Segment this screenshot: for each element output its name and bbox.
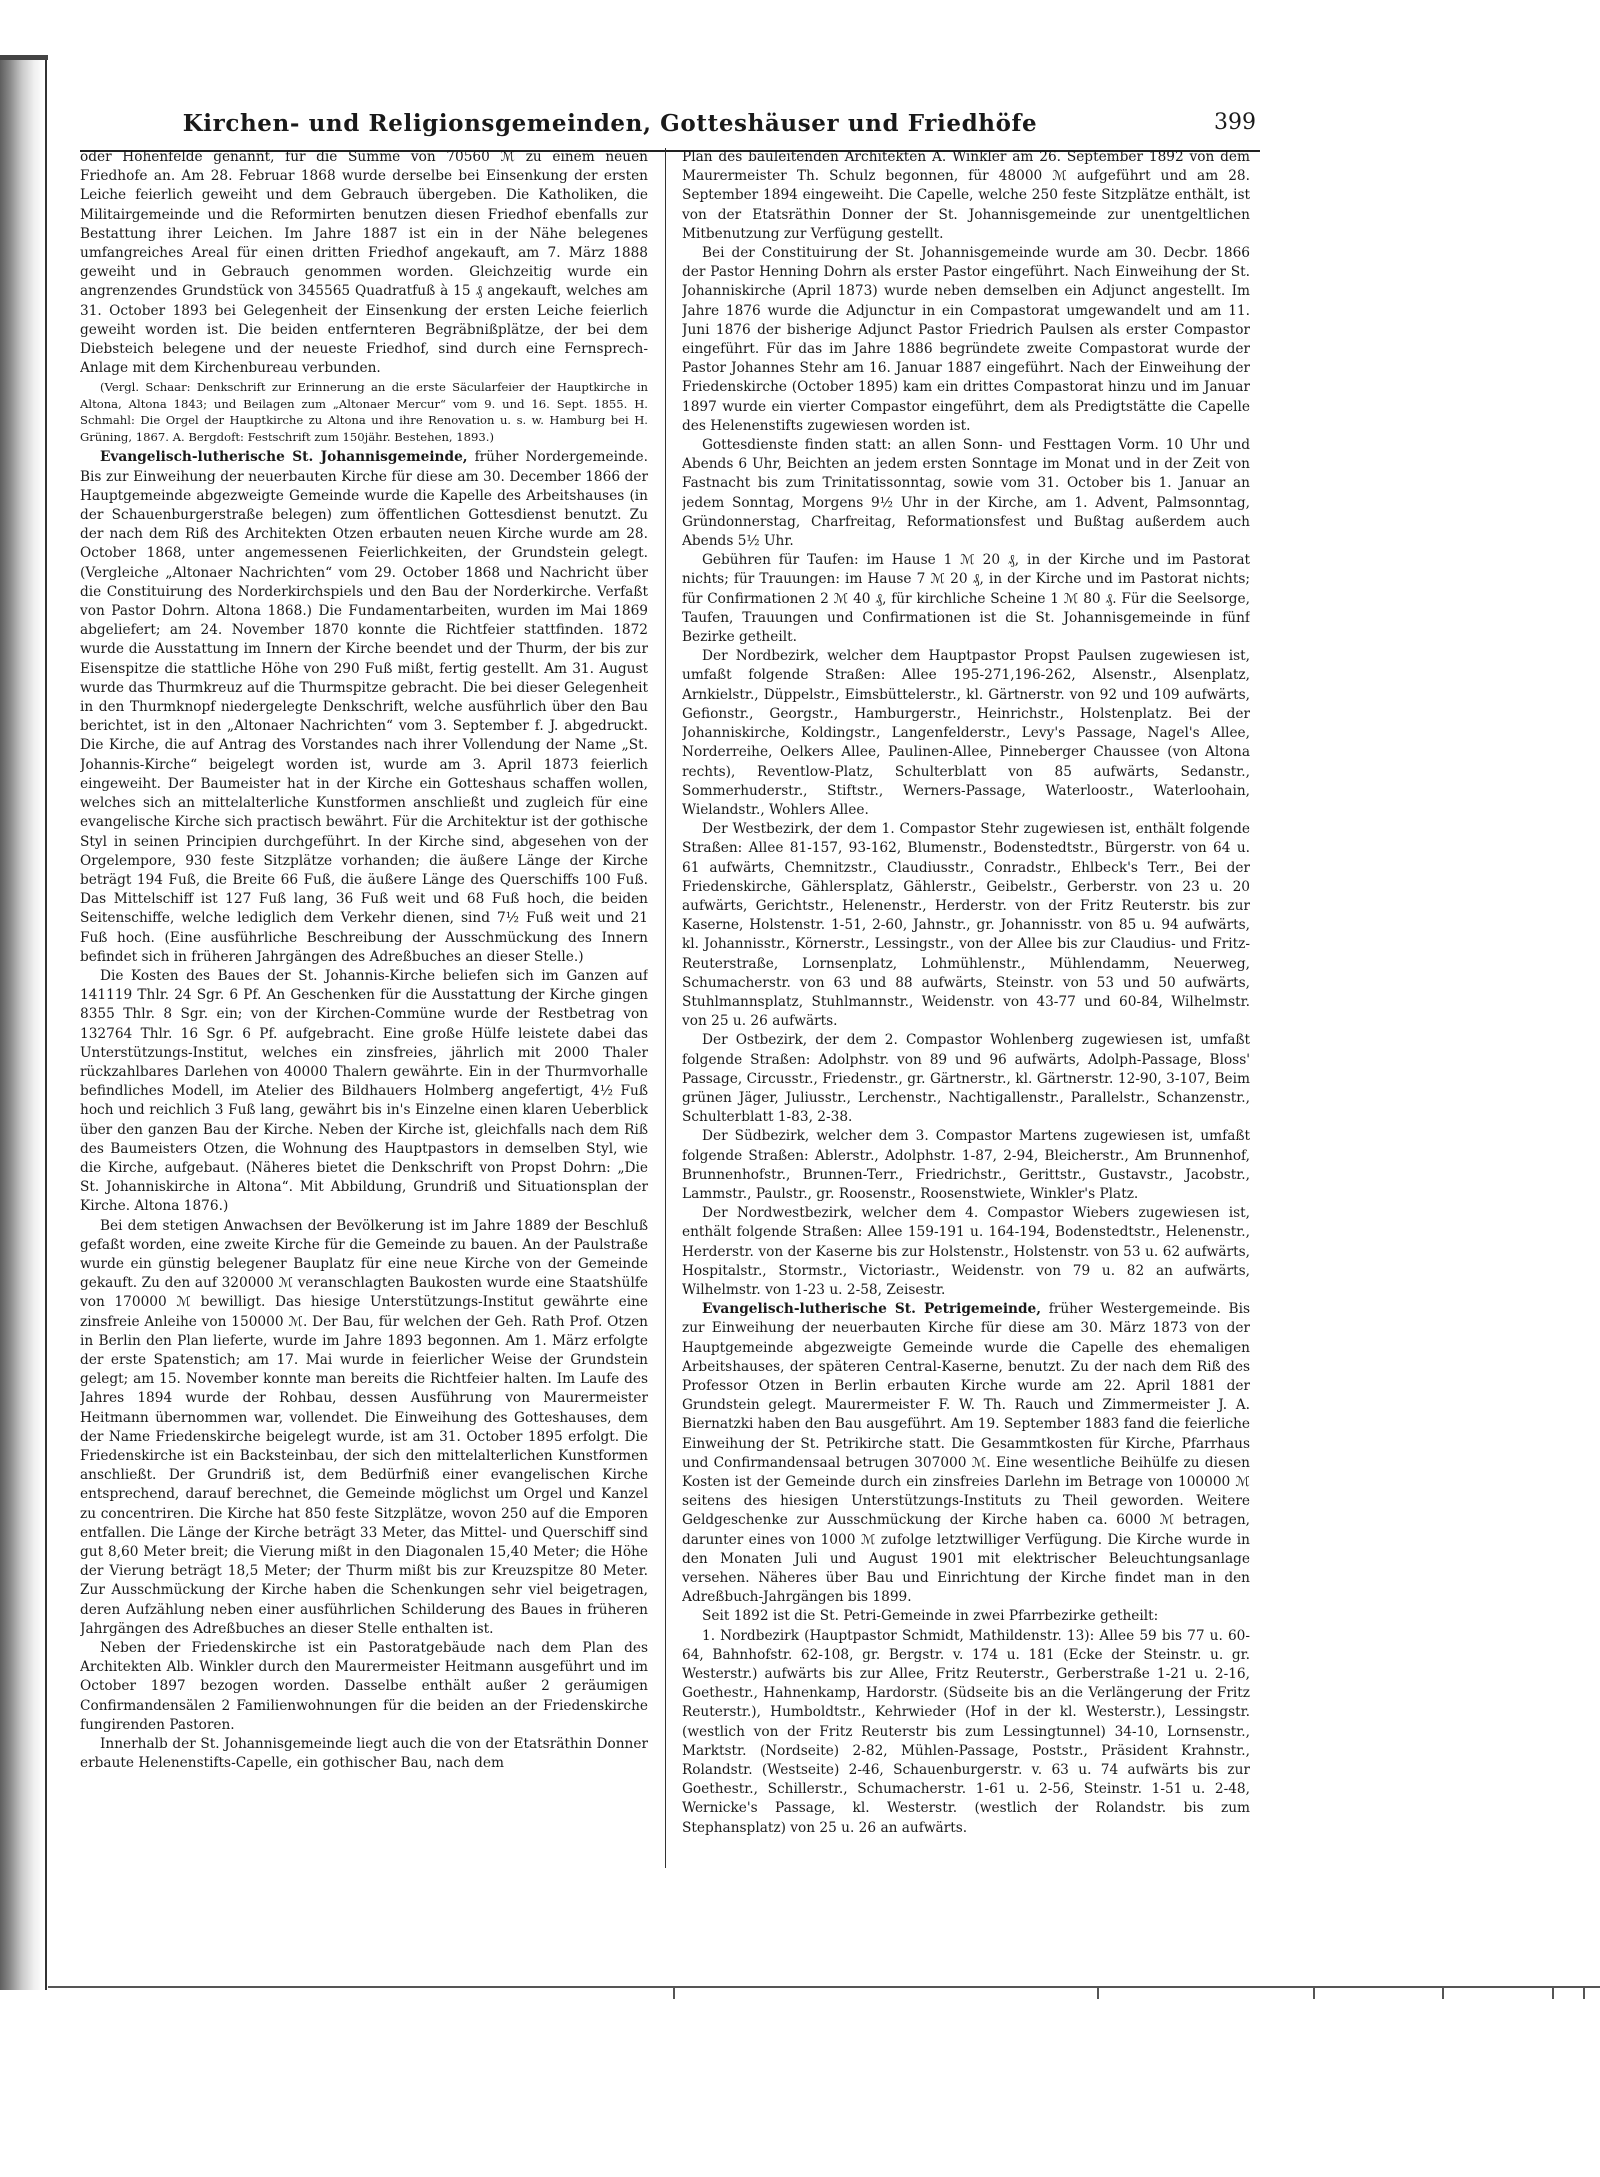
paragraph: Gottesdienste finden statt: an allen Sonn- und Festtagen Vorm. 10 Uhr und Abends 6 Uhr, Beichten an jedem ersten Sonntage im Monat und in der Zeit von Fastnacht bis zum Trinitatissonntag, sowie vom 31. October bis 1. Januar an jedem Sonntag, Morgens 9½ Uhr in der Kirche, am 1. Advent, Palmsonntag, Gründonnerstag, Charfreitag, Reformationsfest und Bußtag außerdem auch Abends 5½ Uhr.	[682, 437, 1250, 550]
left-column	[80, 148, 648, 1948]
running-header	[80, 110, 1260, 146]
section-heading: Evangelisch-lutherische St. Petrigemeinde,	[702, 1301, 1042, 1318]
paragraph-text: früher Westergemeinde. Bis zur Einweihung der neuerbauten Kirche für diese am 30. März 1873 von der Hauptgemeinde abgezweigte Gemeinde wurde die Capelle des ehemaligen Arbeitshauses, der späteren Central-Kaserne, benutzt. Zu der nach dem Riß des Professor Otzen in Berlin erbauten Kirche wurde am 22. April 1881 der Grundstein gelegt. Maurermeister F. W. Th. Rauch und Zimmermeister J. A. Biernatzki haben den Bau ausgeführt. Am 19. September 1883 fand die feierliche Einweihung der St. Petrikirche statt. Die Gesammtkosten für Kirche, Pfarrhaus und Confirmandensaal betrugen 307000 ℳ. Eine wesentliche Beihülfe zu diesen Kosten ist der Gemeinde durch ein zinsfreies Darlehn im Betrage von 100000 ℳ seitens des hiesigen Unterstützungs-Instituts zu Theil geworden. Weitere Geldgeschenke zur Ausschmückung der Kirche haben ca. 6000 ℳ betragen, darunter eines von 1000 ℳ zufolge letztwilliger Verfügung. Die Kirche wurde in den Monaten Juli und August 1901 mit elektrischer Beleuchtungsanlage versehen. Näheres über Bau und Einrichtung der Kirche findet man in den Adreßbuch-Jahrgängen bis 1899.	[682, 1301, 1250, 1606]
section-heading: Evangelisch-lutherische St. Johannisgemeinde,	[100, 449, 468, 466]
paragraph	[682, 1300, 1250, 1607]
paragraph: Der Nordwestbezirk, welcher dem 4. Compastor Wiebers zugewiesen ist, enthält folgende Straßen: Allee 159-191 u. 164-194, Bodenstedtstr., Helenenstr., Herderstr. von der Kaserne bis zur Holstenstr., Holstenstr. von 53 u. 62 aufwärts, Hospitalstr., Stormstr., Victoriastr., Weidenstr. von 79 u. 82 an aufwärts, Wilhelmstr. von 1-23 u. 2-58, Zeisestr.	[682, 1205, 1250, 1298]
scan-binding-line	[45, 55, 47, 1990]
scan-bottom-rule	[48, 1986, 1600, 1988]
scan-tick-mark	[673, 1988, 675, 1999]
scan-tick-mark	[1313, 1988, 1315, 1999]
paragraph: Der Südbezirk, welcher dem 3. Compastor Martens zugewiesen ist, umfaßt folgende Straßen: Ablerstr., Adolphstr. 1-87, 2-94, Bleicherstr., Am Brunnenhof, Brunnenhofstr., Brunnen-Terr., Friedrichstr., Gerittstr., Gustavstr., Jacobstr., Lammstr., Paulstr., gr. Roosenstr., Roosenstwiete, Winkler's Platz.	[682, 1128, 1250, 1202]
scan-page-edge-shadow	[0, 55, 44, 1990]
right-column	[682, 148, 1250, 1948]
paragraph: Der Ostbezirk, der dem 2. Compastor Wohlenberg zugewiesen ist, umfaßt folgende Straßen: Adolphstr. von 89 und 96 aufwärts, Adolph-Passage, Bloss' Passage, Circusstr., Friedenstr., gr. Gärtnerstr., kl. Gärtnerstr. 12-90, 3-107, Beim grünen Jäger, Juliusstr., Lerchenstr., Nachtigallenstr., Parallelstr., Schanzenstr., Schulterblatt 1-83, 2-38.	[682, 1032, 1250, 1126]
paragraph: Innerhalb der St. Johannisgemeinde liegt auch die von der Etatsräthin Donner erbaute Helenenstifts-Capelle, ein gothischer Bau, nach dem	[80, 1736, 648, 1772]
paragraph: Neben der Friedenskirche ist ein Pastoratgebäude nach dem Plan des Architekten Alb. Winkler durch den Maurermeister Heitmann ausgeführt und im October 1897 bezogen worden. Dasselbe enthält außer 2 geräumigen Confirmandensälen 2 Familienwohnungen für die beiden an der Friedenskirche fungirenden Pastoren.	[80, 1640, 648, 1733]
paragraph: Gebühren für Taufen: im Hause 1 ℳ 20 ₰, in der Kirche und im Pastorat nichts; für Trauungen: im Hause 7 ℳ 20 ₰, in der Kirche und im Pastorat nichts; für Confirmationen 2 ℳ 40 ₰, für kirchliche Scheine 1 ℳ 80 ₰. Für die Seelsorge, Taufen, Trauungen und Confirmationen ist die St. Johannisgemeinde in fünf Bezirke getheilt.	[682, 552, 1250, 646]
page-number: 399	[1214, 110, 1256, 135]
scan-top-edge	[0, 55, 48, 60]
reference-note: (Vergl. Schaar: Denkschrift zur Erinnerung an die erste Säcularfeier der Hauptkirche in Altona, Altona 1843; und Beilagen zum „Altonaer Mercur“ vom 9. und 16. Sept. 1855. H. Schmahl: Die Orgel der Hauptkirche zu Altona und ihre Renovation u. s. w. Hamburg bei H. Grüning, 1867. A. Bergdoft: Festschrift zum 150jähr. Bestehen, 1893.)	[80, 380, 648, 444]
scan-tick-mark	[1552, 1988, 1554, 1999]
page-title: Kirchen- und Religionsgemeinden, Gotteshäuser und Friedhöfe	[182, 110, 1038, 137]
paragraph-text: früher Nordergemeinde. Bis zur Einweihung der neuerbauten Kirche für diese am 30. December 1866 der Hauptgemeinde abgezweigte Gemeinde wurde die Kapelle des Arbeitshauses (in der Schauenburgerstraße belegen) zum öffentlichen Gottesdienst benutzt. Zu der nach dem Riß des Architekten Otzen erbauten neuen Kirche wurde am 28. October 1868, unter angemessenen Feierlichkeiten, der Grundstein gelegt. (Vergleiche „Altonaer Nachrichten“ vom 29. October 1868 und Nachricht über die Constituirung des Norderkirchspiels und den Bau der Norderkirche. Verfaßt von Pastor Dohrn. Altona 1868.) Die Fundamentarbeiten, wurden im Mai 1869 abgeliefert; am 24. November 1870 konnte die Richtfeier stattfinden. 1872 wurde die Ausstattung im Innern der Kirche beendet und der Thurm, der bis zur Eisenspitze die stattliche Höhe von 290 Fuß mißt, fertig gestellt. Am 31. August wurde das Thurmkreuz auf die Thurmspitze gebracht. Die bei dieser Gelegenheit in den Thurmknopf niedergelegte Denkschrift, welche ausführlich über den Bau berichtet, ist in den „Altonaer Nachrichten“ vom 3. September f. J. abgedruckt. Die Kirche, die auf Antrag des Vorstandes nach ihrer Vollendung der Name „St. Johannis-Kirche“ beigelegt worden ist, wurde am 3. April 1873 feierlich eingeweiht. Der Baumeister hat in der Kirche ein Gotteshaus schaffen wollen, welches sich an mittelalterliche Kunstformen anschließt und zugleich für eine evangelische Kirche sich practisch bewährt. Für die Architektur ist der gothische Styl in seinen Principien durchgeführt. In der Kirche sind, abgesehen von der Orgelempore, 930 feste Sitzplätze vorhanden; die äußere Länge der Kirche beträgt 194 Fuß, die Breite 66 Fuß, die äußere Länge des Querschiffs 100 Fuß. Das Mittelschiff ist 127 Fuß lang, 36 Fuß weit und 68 Fuß hoch, die beiden Seitenschiffe, welche lediglich dem Verkehr dienen, sind 7½ Fuß weit und 21 Fuß hoch. (Eine ausführliche Beschreibung der Ausschmückung des Innern befindet sich in früheren Jahrgängen des Adreßbuches an dieser Stelle.)	[80, 449, 648, 965]
paragraph: Bei der Constituirung der St. Johannisgemeinde wurde am 30. Decbr. 1866 der Pastor Henning Dohrn als erster Pastor eingeführt. Nach Einweihung der St. Johanniskirche (April 1873) wurde neben demselben ein Adjunct angestellt. Im Jahre 1876 wurde die Adjunctur in ein Compastorat umgewandelt und am 11. Juni 1876 der bisherige Adjunct Pastor Friedrich Paulsen als erster Compastor eingeführt. Für das im Jahre 1886 begründete zweite Compastorat wurde der Pastor Johannes Stehr am 16. Januar 1887 eingeführt. Nach der Einweihung der Friedenskirche (October 1895) kam ein drittes Compastorat hinzu und im Januar 1897 wurde ein vierter Compastor eingeführt, dem als Predigtstätte die Capelle des Helenenstifts zugewiesen worden ist.	[682, 245, 1250, 434]
column-divider	[665, 148, 666, 1868]
paragraph: 1. Nordbezirk (Hauptpastor Schmidt, Mathildenstr. 13): Allee 59 bis 77 u. 60-64, Bahnhofstr. 62-108, gr. Bergstr. v. 174 u. 181 (Ecke der Steinstr. u. gr. Westerstr.) aufwärts bis zur Allee, Fritz Reuterstr., Gerberstraße 1-21 u. 2-16, Goethestr., Hahnenkamp, Hardorstr. (Südseite bis an die Verlängerung der Fritz Reuterstr.), Humboldtstr., Kehrwieder (Hof in der kl. Westerstr.), Lessingstr. (westlich von der Fritz Reuterstr bis zum Lessingtunnel) 34-10, Lornsenstr., Marktstr. (Nordseite) 2-82, Mühlen-Passage, Poststr., Präsident Krahnstr., Rolandstr. (Westseite) 2-46, Schauenburgerstr. v. 63 u. 74 aufwärts bis zur Goethestr., Schillerstr., Schumacherstr. 1-61 u. 2-56, Steinstr. 1-51 u. 2-48, Wernicke's Passage, kl. Westerstr. (westlich der Rolandstr. bis zum Stephansplatz) von 25 u. 26 an aufwärts.	[682, 1627, 1250, 1836]
scan-tick-mark	[1442, 1988, 1444, 1999]
paragraph: oder Hohenfelde genannt, für die Summe von 70560 ℳ zu einem neuen Friedhofe an. Am 28. Februar 1868 wurde derselbe bei Einsenkung der ersten Leiche feierlich geweiht und dem Gebrauch übergeben. Die Katholiken, die Militairgemeinde und die Reformirten benutzen diesen Friedhof ebenfalls zur Bestattung ihrer Leichen. Im Jahre 1887 ist ein in der Nähe belegenes umfangreiches Areal für einen dritten Friedhof angekauft, am 7. März 1888 geweiht und in Gebrauch genommen worden. Gleichzeitig wurde ein angrenzendes Grundstück von 345565 Quadratfuß à 15 ₰ angekauft, welches am 31. October 1893 bei Gelegenheit der Einsenkung der ersten Leiche feierlich geweiht worden ist. Die beiden entfernteren Begräbnißplätze, der bei dem Diebsteich belegene und der neueste Friedhof, sind durch eine Fernsprech-Anlage mit dem Kirchenbureau verbunden.	[80, 149, 648, 377]
paragraph	[80, 448, 648, 966]
document-page	[80, 100, 1260, 1970]
paragraph: Der Westbezirk, der dem 1. Compastor Stehr zugewiesen ist, enthält folgende Straßen: Allee 81-157, 93-162, Blumenstr., Bodenstedtstr., Bürgerstr. von 64 u. 61 aufwärts, Chemnitzstr., Claudiusstr., Conradstr., Ehlbeck's Terr., Bei der Friedenskirche, Gählersplatz, Gählerstr., Geibelstr., Gerberstr. von 23 u. 20 aufwärts, Gerichtstr., Helenenstr., Herderstr. von der Fritz Reuterstr. bis zur Kaserne, Holstenstr. 1-51, 2-60, Jahnstr., gr. Johannisstr. von 85 u. 94 aufwärts, kl. Johannisstr., Körnerstr., Lessingstr., von der Allee bis zur Claudius- und Fritz-Reuterstraße, Lornsenplatz, Lohmühlenstr., Mühlendamm, Neuerweg, Schumacherstr. von 63 und 88 aufwärts, Steinstr. von 53 und 50 aufwärts, Stuhlmannsplatz, Stuhlmannstr., Weidenstr. von 43-77 und 60-84, Wilhelmstr. von 25 u. 26 aufwärts.	[682, 821, 1250, 1030]
scan-tick-mark	[1583, 1988, 1585, 1999]
paragraph: Plan des bauleitenden Architekten A. Winkler am 26. September 1892 von dem Maurermeister Th. Schulz begonnen, für 48000 ℳ aufgeführt und am 28. September 1894 eingeweiht. Die Capelle, welche 250 feste Sitzplätze enthält, ist von der Etatsräthin Donner der St. Johannisgemeinde zur unentgeltlichen Mitbenutzung zur Verfügung gestellt.	[682, 149, 1250, 242]
scan-tick-mark	[1097, 1988, 1099, 1999]
paragraph: Seit 1892 ist die St. Petri-Gemeinde in zwei Pfarrbezirke getheilt:	[702, 1608, 1159, 1625]
paragraph: Bei dem stetigen Anwachsen der Bevölkerung ist im Jahre 1889 der Beschluß gefaßt worden, eine zweite Kirche für die Gemeinde zu bauen. An der Paulstraße wurde ein günstig belegener Bauplatz für eine neue Kirche von der Gemeinde gekauft. Zu den auf 320000 ℳ veranschlagten Baukosten wurde eine Staatshülfe von 170000 ℳ bewilligt. Das hiesige Unterstützungs-Institut gewährte eine zinsfreie Anleihe von 150000 ℳ. Der Bau, für welchen der Geh. Rath Prof. Otzen in Berlin den Plan lieferte, wurde im Jahre 1893 begonnen. Am 1. März erfolgte der erste Spatenstich; am 17. Mai wurde in feierlicher Weise der Grundstein gelegt; am 15. November konnte man bereits die Richtfeier halten. Im Laufe des Jahres 1894 wurde der Rohbau, dessen Ausführung von Maurermeister Heitmann übernommen war, vollendet. Die Einweihung des Gotteshauses, dem der Name Friedenskirche beigelegt wurde, ist am 31. October 1895 erfolgt. Die Friedenskirche ist ein Backsteinbau, der sich den mittelalterlichen Kunstformen anschließt. Der Grundriß ist, dem Bedürfniß einer evangelischen Kirche entsprechend, darauf berechnet, die Gemeinde möglichst um Orgel und Kanzel zu concentriren. Die Kirche hat 850 feste Sitzplätze, wovon 250 auf die Emporen entfallen. Die Länge der Kirche beträgt 33 Meter, das Mittel- und Querschiff sind gut 8,60 Meter breit; die Vierung mißt in den Diagonalen 15,40 Meter; die Höhe der Vierung beträgt 18,5 Meter; der Thurm mißt bis zur Kreuzspitze 80 Meter. Zur Ausschmückung der Kirche haben die Schenkungen sehr viel beigetragen, deren Aufzählung neben einer ausführlichen Schilderung des Baues in früheren Jahrgängen des Adreßbuches an dieser Stelle enthalten ist.	[80, 1217, 648, 1637]
paragraph: Der Nordbezirk, welcher dem Hauptpastor Propst Paulsen zugewiesen ist, umfaßt folgende Straßen: Allee 195-271,196-262, Alsenstr., Alsenplatz, Arnkielstr., Düppelstr., Eimsbüttelerstr., kl. Gärtnerstr. von 92 und 109 aufwärts, Gefionstr., Georgstr., Hamburgerstr., Heinrichstr., Holstenplatz. Bei der Johanniskirche, Koldingstr., Langenfelderstr., Levy's Passage, Nagel's Allee, Norderreihe, Oelkers Allee, Paulinen-Allee, Pinneberger Chaussee (von Altona rechts), Reventlow-Platz, Schulterblatt von 85 aufwärts, Sedanstr., Sommerhuderstr., Stiftstr., Werners-Passage, Waterloostr., Waterloohain, Wielandstr., Wohlers Allee.	[682, 648, 1250, 818]
paragraph: Die Kosten des Baues der St. Johannis-Kirche beliefen sich im Ganzen auf 141119 Thlr. 24 Sgr. 6 Pf. An Geschenken für die Ausstattung der Kirche gingen 8355 Thlr. 8 Sgr. ein; von der Kirchen-Commüne wurde der Restbetrag von 132764 Thlr. 16 Sgr. 6 Pf. aufgebracht. Eine große Hülfe leistete dabei das Unterstützungs-Institut, welches ein zinsfreies, jährlich mit 2000 Thaler rückzahlbares Darlehen von 40000 Thalern gewährte. Ein in der Thurmvorhalle befindliches Modell, im Atelier des Bildhauers Holmberg angefertigt, 4½ Fuß hoch und reichlich 3 Fuß lang, gewährt bis in's Einzelne einen klaren Ueberblick über den ganzen Bau der Kirche. Neben der Kirche ist, gleichfalls nach dem Riß des Baumeisters Otzen, die Wohnung des Hauptpastors in demselben Styl, wie die Kirche, aufgebaut. (Näheres bietet die Denkschrift von Propst Dohrn: „Die St. Johanniskirche in Altona“. Mit Abbildung, Grundriß und Situationsplan der Kirche. Altona 1876.)	[80, 967, 648, 1215]
